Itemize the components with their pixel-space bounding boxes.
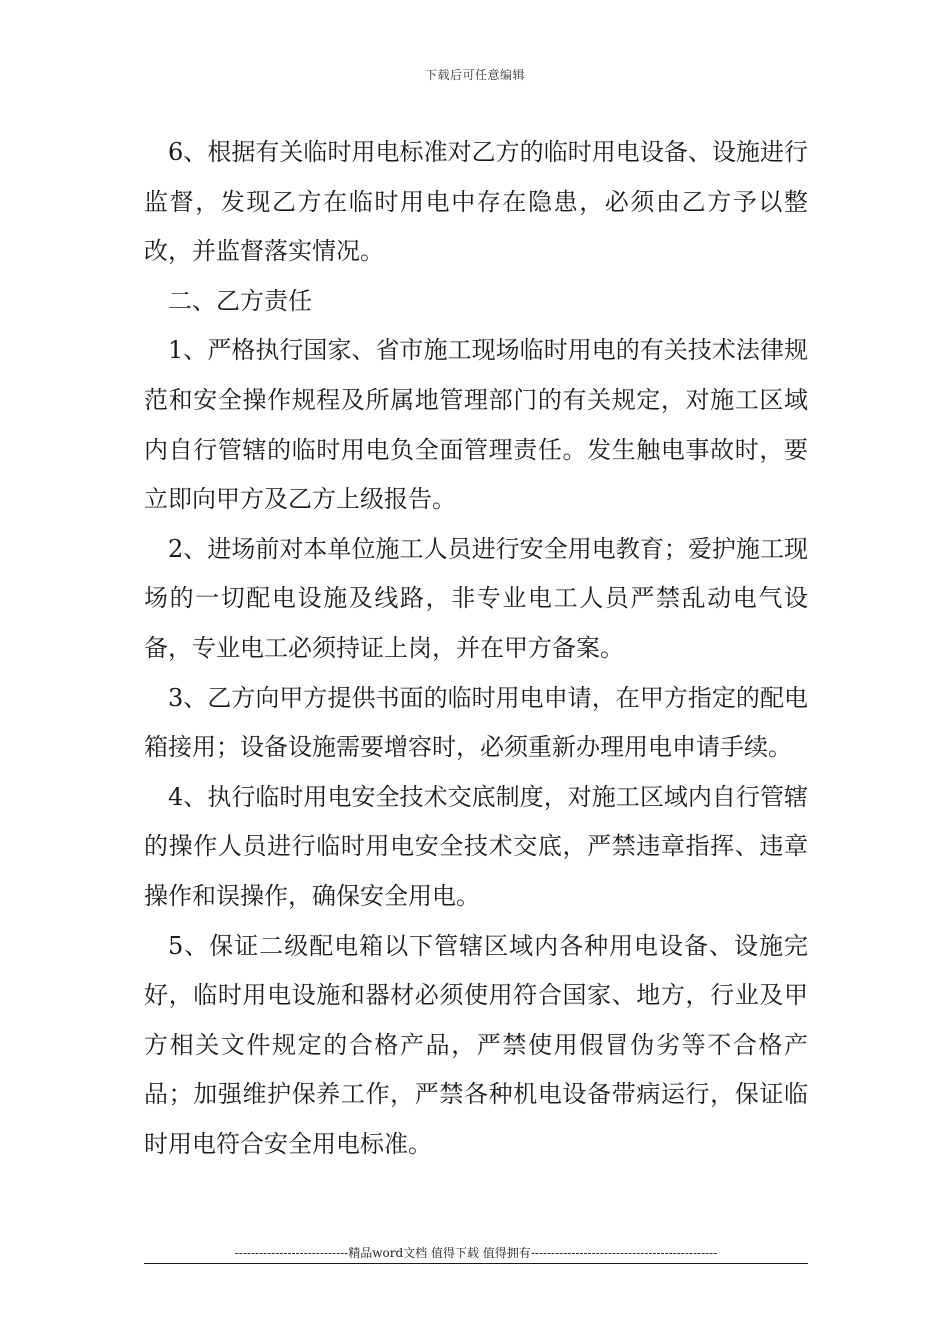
footer-divider xyxy=(144,1263,808,1264)
paragraph-clause-5: 5、保证二级配电箱以下管辖区域内各种用电设备、设施完好，临时用电设施和器材必须使用符合国家、地方，行业及甲方相关文件规定的合格产品，严禁使用假冒伪劣等不合格产品；加强维护保养工作，严禁各种机电设备带病运行，保证临时用电符合安全用电标准。 xyxy=(144,931,808,1158)
page-header: 下载后可任意编辑 xyxy=(424,68,525,82)
paragraph-clause-3: 3、乙方向甲方提供书面的临时用电申请，在甲方指定的配电箱接用；设备设施需要增容时，必须重新办理用电申请手续。 xyxy=(144,683,808,762)
paragraph-clause-6: 6、根据有关临时用电标准对乙方的临时用电设备、设施进行监督，发现乙方在临时用电中存在隐患，必须由乙方予以整改，并监督落实情况。 xyxy=(144,138,808,266)
page-footer: ----------------------------精品word文档 值得下载 值得拥有---------------------------------------------- xyxy=(234,1246,718,1260)
paragraph-clause-2: 2、进场前对本单位施工人员进行安全用电教育；爱护施工现场的一切配电设施及线路，非专业电工人员严禁乱动电气设备，专业电工必须持证上岗，并在甲方备案。 xyxy=(144,534,808,662)
paragraph-clause-1: 1、严格执行国家、省市施工现场临时用电的有关技术法律规范和安全操作规程及所属地管理部门的有关规定，对施工区域内自行管辖的临时用电负全面管理责任。发生触电事故时，要立即向甲方及乙方上级报告。 xyxy=(144,336,808,514)
section-heading-party-b-responsibility: 二、乙方责任 xyxy=(168,286,312,315)
paragraph-clause-4: 4、执行临时用电安全技术交底制度，对施工区域内自行管辖的操作人员进行临时用电安全技术交底，严禁违章指挥、违章操作和误操作，确保安全用电。 xyxy=(144,782,808,910)
document-body xyxy=(144,128,808,1169)
